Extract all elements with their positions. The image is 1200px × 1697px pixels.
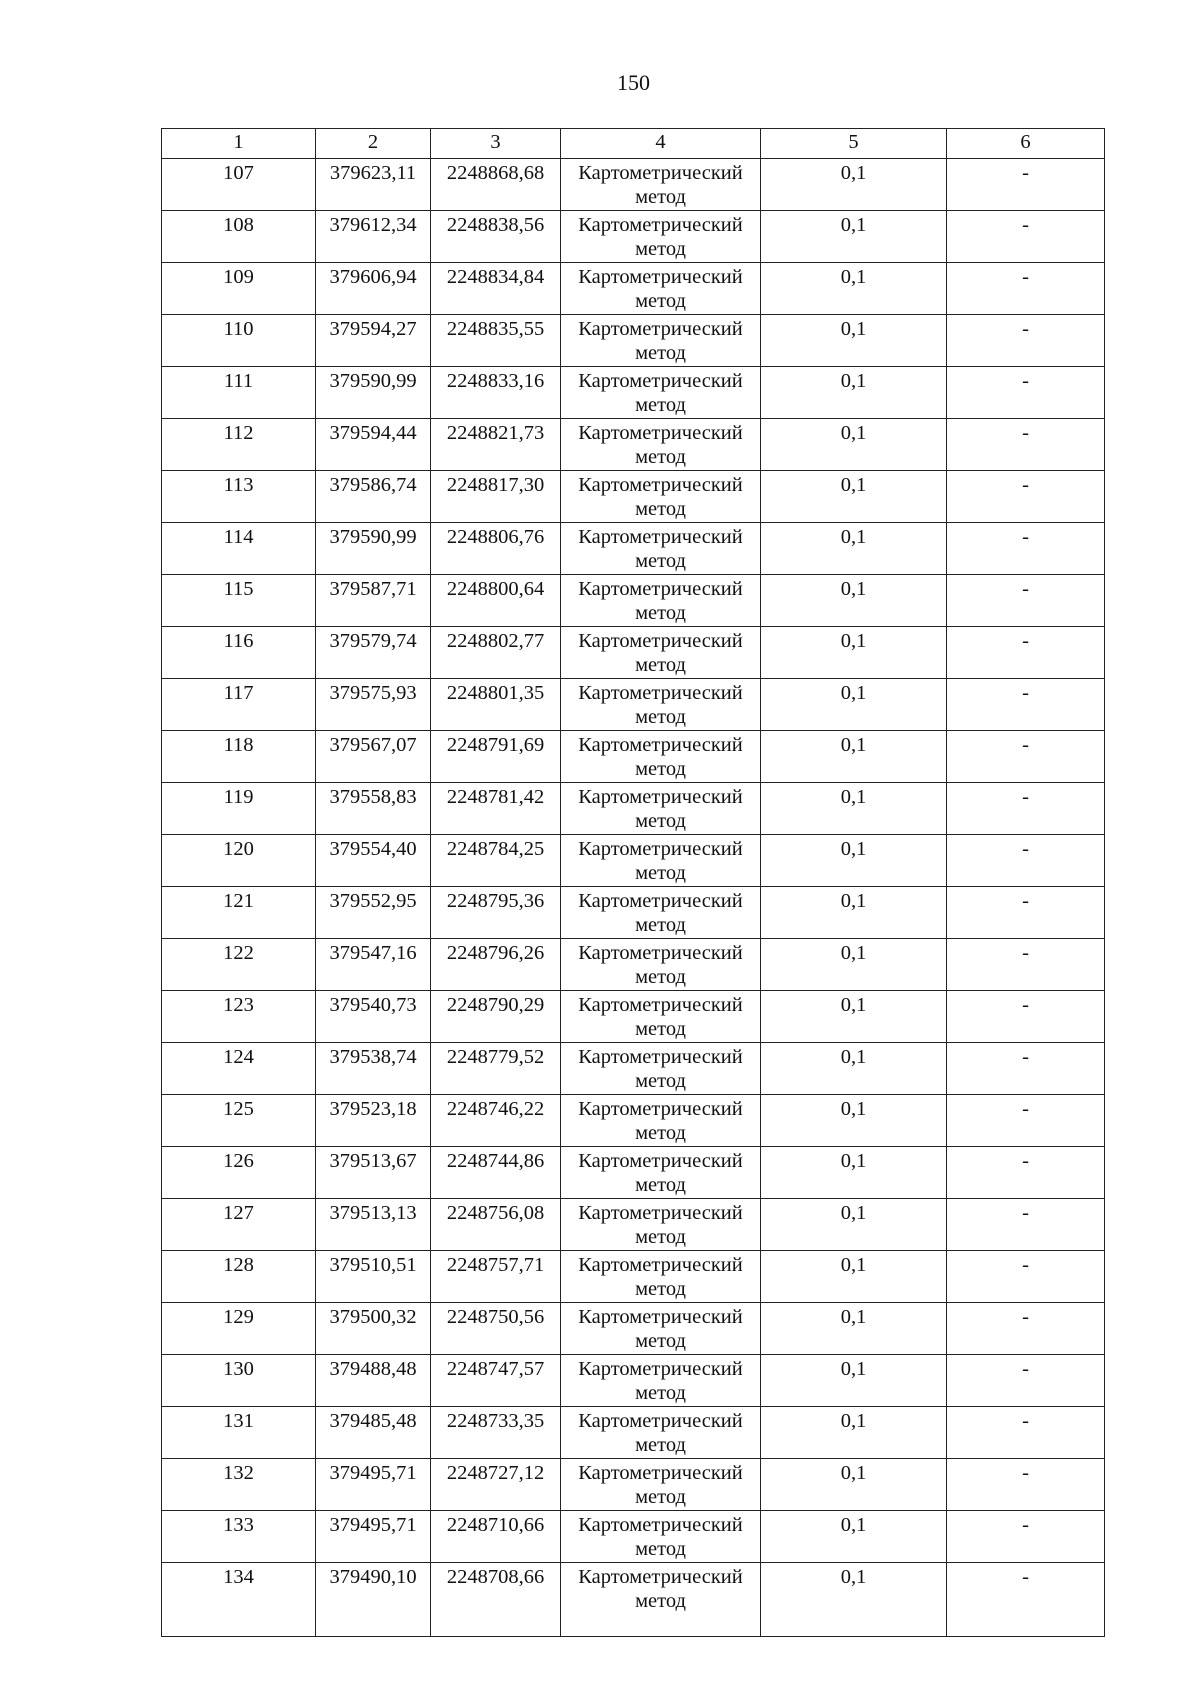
note-cell: - bbox=[947, 575, 1105, 627]
table-row bbox=[162, 1043, 1105, 1095]
table-row bbox=[162, 887, 1105, 939]
method-cell bbox=[561, 523, 761, 575]
header-cell: 1 bbox=[162, 129, 316, 159]
method-text-line2: метод bbox=[635, 1590, 686, 1612]
y-coordinate-cell: 2248727,12 bbox=[431, 1459, 561, 1511]
method-cell bbox=[561, 1303, 761, 1355]
method-text-line2: метод bbox=[635, 1330, 686, 1352]
note-cell: - bbox=[947, 1251, 1105, 1303]
y-coordinate-cell: 2248756,08 bbox=[431, 1199, 561, 1251]
x-coordinate-cell: 379575,93 bbox=[316, 679, 431, 731]
header-cell: 4 bbox=[561, 129, 761, 159]
point-number-cell: 134 bbox=[162, 1563, 316, 1637]
method-text-line2: метод bbox=[635, 290, 686, 312]
y-coordinate-cell: 2248784,25 bbox=[431, 835, 561, 887]
table-row bbox=[162, 263, 1105, 315]
method-cell bbox=[561, 159, 761, 211]
method-text-line2: метод bbox=[635, 1382, 686, 1404]
x-coordinate-cell: 379554,40 bbox=[316, 835, 431, 887]
method-text-line2: метод bbox=[635, 706, 686, 728]
method-text-line2: метод bbox=[635, 1226, 686, 1248]
x-coordinate-cell: 379485,48 bbox=[316, 1407, 431, 1459]
coordinates-table bbox=[161, 128, 1105, 1637]
point-number-cell: 118 bbox=[162, 731, 316, 783]
x-coordinate-cell: 379612,34 bbox=[316, 211, 431, 263]
y-coordinate-cell: 2248757,71 bbox=[431, 1251, 561, 1303]
x-coordinate-cell: 379547,16 bbox=[316, 939, 431, 991]
method-text-line2: метод bbox=[635, 862, 686, 884]
method-text-line1: Картометрический bbox=[578, 526, 743, 548]
table-row bbox=[162, 679, 1105, 731]
y-coordinate-cell: 2248791,69 bbox=[431, 731, 561, 783]
accuracy-cell: 0,1 bbox=[761, 1511, 947, 1563]
method-text-line2: метод bbox=[635, 1538, 686, 1560]
accuracy-cell: 0,1 bbox=[761, 1303, 947, 1355]
note-cell: - bbox=[947, 835, 1105, 887]
note-cell: - bbox=[947, 1303, 1105, 1355]
table-row bbox=[162, 419, 1105, 471]
header-cell: 6 bbox=[947, 129, 1105, 159]
note-cell: - bbox=[947, 1355, 1105, 1407]
method-text-line1: Картометрический bbox=[578, 318, 743, 340]
method-text-line1: Картометрический bbox=[578, 162, 743, 184]
table-row bbox=[162, 1199, 1105, 1251]
y-coordinate-cell: 2248802,77 bbox=[431, 627, 561, 679]
method-text-line2: метод bbox=[635, 1174, 686, 1196]
table-row bbox=[162, 835, 1105, 887]
method-cell bbox=[561, 679, 761, 731]
point-number-cell: 112 bbox=[162, 419, 316, 471]
table-header-row bbox=[162, 129, 1105, 159]
method-cell bbox=[561, 783, 761, 835]
note-cell: - bbox=[947, 1095, 1105, 1147]
note-cell: - bbox=[947, 1043, 1105, 1095]
method-text-line1: Картометрический bbox=[578, 1098, 743, 1120]
header-cell: 5 bbox=[761, 129, 947, 159]
note-cell: - bbox=[947, 1563, 1105, 1637]
point-number-cell: 115 bbox=[162, 575, 316, 627]
accuracy-cell: 0,1 bbox=[761, 887, 947, 939]
note-cell: - bbox=[947, 367, 1105, 419]
accuracy-cell: 0,1 bbox=[761, 731, 947, 783]
y-coordinate-cell: 2248747,57 bbox=[431, 1355, 561, 1407]
y-coordinate-cell: 2248790,29 bbox=[431, 991, 561, 1043]
y-coordinate-cell: 2248833,16 bbox=[431, 367, 561, 419]
method-text-line2: метод bbox=[635, 966, 686, 988]
method-text-line1: Картометрический bbox=[578, 1150, 743, 1172]
table-row bbox=[162, 783, 1105, 835]
x-coordinate-cell: 379538,74 bbox=[316, 1043, 431, 1095]
method-text-line1: Картометрический bbox=[578, 1046, 743, 1068]
note-cell: - bbox=[947, 783, 1105, 835]
x-coordinate-cell: 379586,74 bbox=[316, 471, 431, 523]
x-coordinate-cell: 379594,44 bbox=[316, 419, 431, 471]
y-coordinate-cell: 2248746,22 bbox=[431, 1095, 561, 1147]
point-number-cell: 107 bbox=[162, 159, 316, 211]
point-number-cell: 116 bbox=[162, 627, 316, 679]
y-coordinate-cell: 2248800,64 bbox=[431, 575, 561, 627]
x-coordinate-cell: 379579,74 bbox=[316, 627, 431, 679]
method-cell bbox=[561, 315, 761, 367]
x-coordinate-cell: 379567,07 bbox=[316, 731, 431, 783]
accuracy-cell: 0,1 bbox=[761, 1251, 947, 1303]
method-cell bbox=[561, 939, 761, 991]
table-row bbox=[162, 315, 1105, 367]
point-number-cell: 117 bbox=[162, 679, 316, 731]
table-row bbox=[162, 1355, 1105, 1407]
x-coordinate-cell: 379587,71 bbox=[316, 575, 431, 627]
accuracy-cell: 0,1 bbox=[761, 315, 947, 367]
method-cell bbox=[561, 367, 761, 419]
note-cell: - bbox=[947, 1407, 1105, 1459]
method-text-line1: Картометрический bbox=[578, 994, 743, 1016]
x-coordinate-cell: 379606,94 bbox=[316, 263, 431, 315]
table-row bbox=[162, 1095, 1105, 1147]
y-coordinate-cell: 2248806,76 bbox=[431, 523, 561, 575]
y-coordinate-cell: 2248838,56 bbox=[431, 211, 561, 263]
header-cell: 3 bbox=[431, 129, 561, 159]
method-cell bbox=[561, 575, 761, 627]
method-text-line2: метод bbox=[635, 446, 686, 468]
method-text-line1: Картометрический bbox=[578, 1358, 743, 1380]
x-coordinate-cell: 379500,32 bbox=[316, 1303, 431, 1355]
accuracy-cell: 0,1 bbox=[761, 1459, 947, 1511]
x-coordinate-cell: 379510,51 bbox=[316, 1251, 431, 1303]
table-row bbox=[162, 627, 1105, 679]
method-text-line1: Картометрический bbox=[578, 214, 743, 236]
method-text-line2: метод bbox=[635, 654, 686, 676]
method-text-line1: Картометрический bbox=[578, 630, 743, 652]
accuracy-cell: 0,1 bbox=[761, 367, 947, 419]
method-text-line1: Картометрический bbox=[578, 1462, 743, 1484]
method-cell bbox=[561, 419, 761, 471]
y-coordinate-cell: 2248821,73 bbox=[431, 419, 561, 471]
table-row bbox=[162, 575, 1105, 627]
point-number-cell: 125 bbox=[162, 1095, 316, 1147]
point-number-cell: 108 bbox=[162, 211, 316, 263]
point-number-cell: 133 bbox=[162, 1511, 316, 1563]
y-coordinate-cell: 2248801,35 bbox=[431, 679, 561, 731]
point-number-cell: 122 bbox=[162, 939, 316, 991]
method-text-line2: метод bbox=[635, 1122, 686, 1144]
accuracy-cell: 0,1 bbox=[761, 419, 947, 471]
point-number-cell: 132 bbox=[162, 1459, 316, 1511]
method-text-line1: Картометрический bbox=[578, 838, 743, 860]
method-text-line2: метод bbox=[635, 1278, 686, 1300]
point-number-cell: 131 bbox=[162, 1407, 316, 1459]
point-number-cell: 128 bbox=[162, 1251, 316, 1303]
method-cell bbox=[561, 211, 761, 263]
point-number-cell: 113 bbox=[162, 471, 316, 523]
method-cell bbox=[561, 1199, 761, 1251]
table-row bbox=[162, 1147, 1105, 1199]
table-row bbox=[162, 731, 1105, 783]
table-row bbox=[162, 1251, 1105, 1303]
method-text-line1: Картометрический bbox=[578, 578, 743, 600]
x-coordinate-cell: 379488,48 bbox=[316, 1355, 431, 1407]
method-cell bbox=[561, 1147, 761, 1199]
method-text-line2: метод bbox=[635, 602, 686, 624]
note-cell: - bbox=[947, 1147, 1105, 1199]
accuracy-cell: 0,1 bbox=[761, 783, 947, 835]
y-coordinate-cell: 2248817,30 bbox=[431, 471, 561, 523]
table-row bbox=[162, 1511, 1105, 1563]
x-coordinate-cell: 379552,95 bbox=[316, 887, 431, 939]
method-text-line1: Картометрический bbox=[578, 890, 743, 912]
accuracy-cell: 0,1 bbox=[761, 1563, 947, 1637]
y-coordinate-cell: 2248795,36 bbox=[431, 887, 561, 939]
y-coordinate-cell: 2248796,26 bbox=[431, 939, 561, 991]
x-coordinate-cell: 379540,73 bbox=[316, 991, 431, 1043]
method-text-line1: Картометрический bbox=[578, 942, 743, 964]
accuracy-cell: 0,1 bbox=[761, 1407, 947, 1459]
y-coordinate-cell: 2248834,84 bbox=[431, 263, 561, 315]
y-coordinate-cell: 2248708,66 bbox=[431, 1563, 561, 1637]
method-cell bbox=[561, 887, 761, 939]
note-cell: - bbox=[947, 471, 1105, 523]
point-number-cell: 129 bbox=[162, 1303, 316, 1355]
accuracy-cell: 0,1 bbox=[761, 627, 947, 679]
note-cell: - bbox=[947, 991, 1105, 1043]
method-cell bbox=[561, 1459, 761, 1511]
accuracy-cell: 0,1 bbox=[761, 159, 947, 211]
x-coordinate-cell: 379495,71 bbox=[316, 1511, 431, 1563]
table-row bbox=[162, 939, 1105, 991]
accuracy-cell: 0,1 bbox=[761, 471, 947, 523]
table-row bbox=[162, 1563, 1105, 1637]
method-text-line1: Картометрический bbox=[578, 786, 743, 808]
point-number-cell: 114 bbox=[162, 523, 316, 575]
x-coordinate-cell: 379590,99 bbox=[316, 523, 431, 575]
accuracy-cell: 0,1 bbox=[761, 575, 947, 627]
table-row bbox=[162, 1303, 1105, 1355]
note-cell: - bbox=[947, 315, 1105, 367]
point-number-cell: 127 bbox=[162, 1199, 316, 1251]
y-coordinate-cell: 2248779,52 bbox=[431, 1043, 561, 1095]
table-row bbox=[162, 1459, 1105, 1511]
point-number-cell: 109 bbox=[162, 263, 316, 315]
point-number-cell: 130 bbox=[162, 1355, 316, 1407]
accuracy-cell: 0,1 bbox=[761, 991, 947, 1043]
method-cell bbox=[561, 1563, 761, 1637]
header-cell: 2 bbox=[316, 129, 431, 159]
accuracy-cell: 0,1 bbox=[761, 835, 947, 887]
method-text-line2: метод bbox=[635, 498, 686, 520]
method-text-line2: метод bbox=[635, 1434, 686, 1456]
table-row bbox=[162, 367, 1105, 419]
x-coordinate-cell: 379523,18 bbox=[316, 1095, 431, 1147]
method-cell bbox=[561, 1043, 761, 1095]
method-cell bbox=[561, 1095, 761, 1147]
method-text-line1: Картометрический bbox=[578, 1306, 743, 1328]
point-number-cell: 126 bbox=[162, 1147, 316, 1199]
x-coordinate-cell: 379623,11 bbox=[316, 159, 431, 211]
note-cell: - bbox=[947, 1459, 1105, 1511]
method-cell bbox=[561, 835, 761, 887]
method-text-line1: Картометрический bbox=[578, 1202, 743, 1224]
x-coordinate-cell: 379558,83 bbox=[316, 783, 431, 835]
note-cell: - bbox=[947, 1511, 1105, 1563]
table-row bbox=[162, 211, 1105, 263]
method-text-line2: метод bbox=[635, 342, 686, 364]
accuracy-cell: 0,1 bbox=[761, 1043, 947, 1095]
point-number-cell: 121 bbox=[162, 887, 316, 939]
method-cell bbox=[561, 263, 761, 315]
point-number-cell: 123 bbox=[162, 991, 316, 1043]
method-text-line1: Картометрический bbox=[578, 266, 743, 288]
accuracy-cell: 0,1 bbox=[761, 263, 947, 315]
y-coordinate-cell: 2248733,35 bbox=[431, 1407, 561, 1459]
method-text-line1: Картометрический bbox=[578, 474, 743, 496]
note-cell: - bbox=[947, 419, 1105, 471]
y-coordinate-cell: 2248781,42 bbox=[431, 783, 561, 835]
table-row bbox=[162, 159, 1105, 211]
y-coordinate-cell: 2248835,55 bbox=[431, 315, 561, 367]
accuracy-cell: 0,1 bbox=[761, 679, 947, 731]
method-cell bbox=[561, 1355, 761, 1407]
note-cell: - bbox=[947, 263, 1105, 315]
x-coordinate-cell: 379590,99 bbox=[316, 367, 431, 419]
method-cell bbox=[561, 1251, 761, 1303]
y-coordinate-cell: 2248750,56 bbox=[431, 1303, 561, 1355]
page-number: 150 bbox=[617, 70, 650, 95]
x-coordinate-cell: 379594,27 bbox=[316, 315, 431, 367]
x-coordinate-cell: 379495,71 bbox=[316, 1459, 431, 1511]
table-row bbox=[162, 523, 1105, 575]
point-number-cell: 119 bbox=[162, 783, 316, 835]
method-text-line1: Картометрический bbox=[578, 682, 743, 704]
x-coordinate-cell: 379513,13 bbox=[316, 1199, 431, 1251]
method-text-line2: метод bbox=[635, 1018, 686, 1040]
note-cell: - bbox=[947, 627, 1105, 679]
note-cell: - bbox=[947, 939, 1105, 991]
y-coordinate-cell: 2248710,66 bbox=[431, 1511, 561, 1563]
method-text-line2: метод bbox=[635, 810, 686, 832]
method-cell bbox=[561, 991, 761, 1043]
point-number-cell: 124 bbox=[162, 1043, 316, 1095]
point-number-cell: 111 bbox=[162, 367, 316, 419]
method-text-line2: метод bbox=[635, 1070, 686, 1092]
method-cell bbox=[561, 1511, 761, 1563]
note-cell: - bbox=[947, 523, 1105, 575]
method-text-line1: Картометрический bbox=[578, 1254, 743, 1276]
point-number-cell: 110 bbox=[162, 315, 316, 367]
y-coordinate-cell: 2248744,86 bbox=[431, 1147, 561, 1199]
accuracy-cell: 0,1 bbox=[761, 1147, 947, 1199]
method-text-line1: Картометрический bbox=[578, 734, 743, 756]
note-cell: - bbox=[947, 731, 1105, 783]
method-text-line1: Картометрический bbox=[578, 422, 743, 444]
method-text-line2: метод bbox=[635, 914, 686, 936]
note-cell: - bbox=[947, 1199, 1105, 1251]
method-text-line2: метод bbox=[635, 394, 686, 416]
method-cell bbox=[561, 1407, 761, 1459]
accuracy-cell: 0,1 bbox=[761, 211, 947, 263]
method-text-line2: метод bbox=[635, 1486, 686, 1508]
method-text-line2: метод bbox=[635, 238, 686, 260]
note-cell: - bbox=[947, 211, 1105, 263]
method-text-line1: Картометрический bbox=[578, 1514, 743, 1536]
note-cell: - bbox=[947, 679, 1105, 731]
method-cell bbox=[561, 471, 761, 523]
method-text-line2: метод bbox=[635, 550, 686, 572]
accuracy-cell: 0,1 bbox=[761, 1199, 947, 1251]
method-text-line1: Картометрический bbox=[578, 370, 743, 392]
table-body bbox=[162, 129, 1105, 1637]
accuracy-cell: 0,1 bbox=[761, 1355, 947, 1407]
accuracy-cell: 0,1 bbox=[761, 939, 947, 991]
method-text-line2: метод bbox=[635, 758, 686, 780]
point-number-cell: 120 bbox=[162, 835, 316, 887]
method-text-line1: Картометрический bbox=[578, 1410, 743, 1432]
table-row bbox=[162, 1407, 1105, 1459]
accuracy-cell: 0,1 bbox=[761, 523, 947, 575]
method-text-line2: метод bbox=[635, 186, 686, 208]
y-coordinate-cell: 2248868,68 bbox=[431, 159, 561, 211]
method-text-line1: Картометрический bbox=[578, 1566, 743, 1588]
x-coordinate-cell: 379490,10 bbox=[316, 1563, 431, 1637]
method-cell bbox=[561, 627, 761, 679]
accuracy-cell: 0,1 bbox=[761, 1095, 947, 1147]
x-coordinate-cell: 379513,67 bbox=[316, 1147, 431, 1199]
table-row bbox=[162, 471, 1105, 523]
table-row bbox=[162, 991, 1105, 1043]
note-cell: - bbox=[947, 159, 1105, 211]
method-cell bbox=[561, 731, 761, 783]
note-cell: - bbox=[947, 887, 1105, 939]
